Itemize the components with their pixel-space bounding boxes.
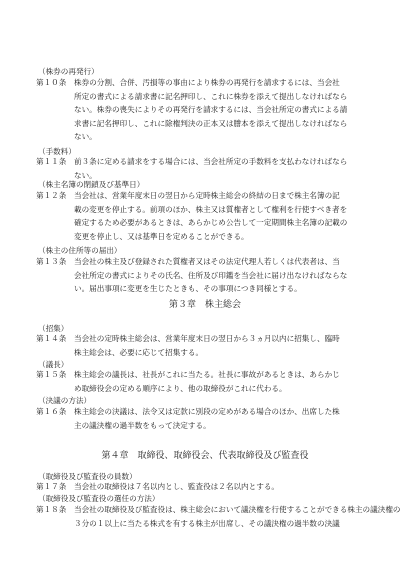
article-line: 当会社の定時株主総会は、営業年度末日の翌日から３ヵ月以内に招集し、臨時 [74,334,340,343]
article-number: 第１３条 [36,257,67,266]
article-17 [36,480,279,494]
article-line: 載の変更を停止する。前項のほか、株主又は質権者として権利を行使すべき者を [74,204,348,214]
article-number: 第１０条 [36,78,67,87]
article-line: ３分の１以上に当たる株式を有する株主が出席し、その議決権の過半数の決議 [74,518,340,528]
article-line: 変更を停止し、又は基準日を定めることができる。 [74,231,249,241]
article-line: 株主総会の決議は、法令又は定款に別段の定めがある場合のほか、出席した株 [74,407,340,416]
article-number: 第１１条 [36,157,67,166]
article-15 [36,368,340,395]
article-line: 会社所定の書式によりその氏名、住所及び印鑑を当会社に届け出なければならな [74,270,348,280]
article-line: 株券の分割、合併、汚損等の事由により株券の再発行を請求するには、当会社 [74,78,340,87]
article-line: ない。 [74,132,97,142]
article-line: め取締役会の定める順序により、他の取締役がこれに代わる。 [74,383,287,393]
article-number: 第１２条 [36,191,67,200]
article-line: 株主総会の議長は、社長がこれに当たる。社長に事故があるときは、あらかじ [74,370,340,379]
section-heading: （議長） [38,360,69,369]
section-heading: （手数料） [38,147,76,156]
article-number: 第１８条 [36,505,67,514]
article-line: 当会社の株主及び登録された質権者又はその法定代理人若しくは代表者は、当 [74,257,340,266]
section-heading: （株券の再発行） [38,67,99,76]
article-14 [36,332,340,359]
article-line: ない。株券の喪失によりその再発行を請求するには、当会社所定の書式による請 [74,105,348,115]
article-18 [36,503,401,530]
article-number: 第１７条 [36,482,67,491]
article-number: 第１６条 [36,407,67,416]
article-line: 前３条に定める請求をする場合には、当会社所定の手数料を支払わなければなら [74,157,348,166]
article-12 [36,189,347,243]
chapter-heading: 第４章 取締役、取締役会、代表取締役及び監査役 [101,451,309,461]
article-line: 主の議決権の過半数をもって決定する。 [74,420,211,430]
article-number: 第１４条 [36,334,67,343]
article-16 [36,405,340,432]
article-line: 確定するため必要があるときは、あらかじめ公告して一定期間株主名簿の記載の [74,218,348,228]
section-heading: （取締役及び監査役の選任の方法） [38,494,160,503]
article-10 [36,76,347,144]
article-line: 当会社の取締役は７名以内とし、監査役は２名以内とする。 [74,482,280,491]
article-line: 当会社の取締役及び監査役は、株主総会において議決権を行使することができる株主の議決権の [74,505,401,514]
article-line: 求書に記名押印し、これに除権判決の正本又は謄本を添えて提出しなければなら [74,118,348,128]
chapter-heading: 第３章 株主総会 [168,300,241,310]
section-heading: （株主名簿の閉鎖及び基準日） [38,180,145,189]
article-13 [36,255,347,296]
article-line: 株主総会は、必要に応じて招集する。 [74,347,204,357]
article-line: い。届出事項に変更を生じたときも、その事項につき同様とする。 [74,284,302,294]
article-11 [36,155,347,182]
section-heading: （決議の方法） [38,396,92,405]
article-line: ない。 [74,170,97,180]
section-heading: （招集） [38,324,69,333]
article-line: 当会社は、営業年度末日の翌日から定時株主総会の終結の日まで株主名簿の記 [74,191,340,200]
section-heading: （株主の住所等の届出） [38,246,122,255]
section-heading: （取締役及び監査役の員数） [38,472,137,481]
article-number: 第１５条 [36,370,67,379]
article-line: 所定の書式による請求書に記名押印し、これに株券を添えて提出しなければなら [74,91,348,101]
